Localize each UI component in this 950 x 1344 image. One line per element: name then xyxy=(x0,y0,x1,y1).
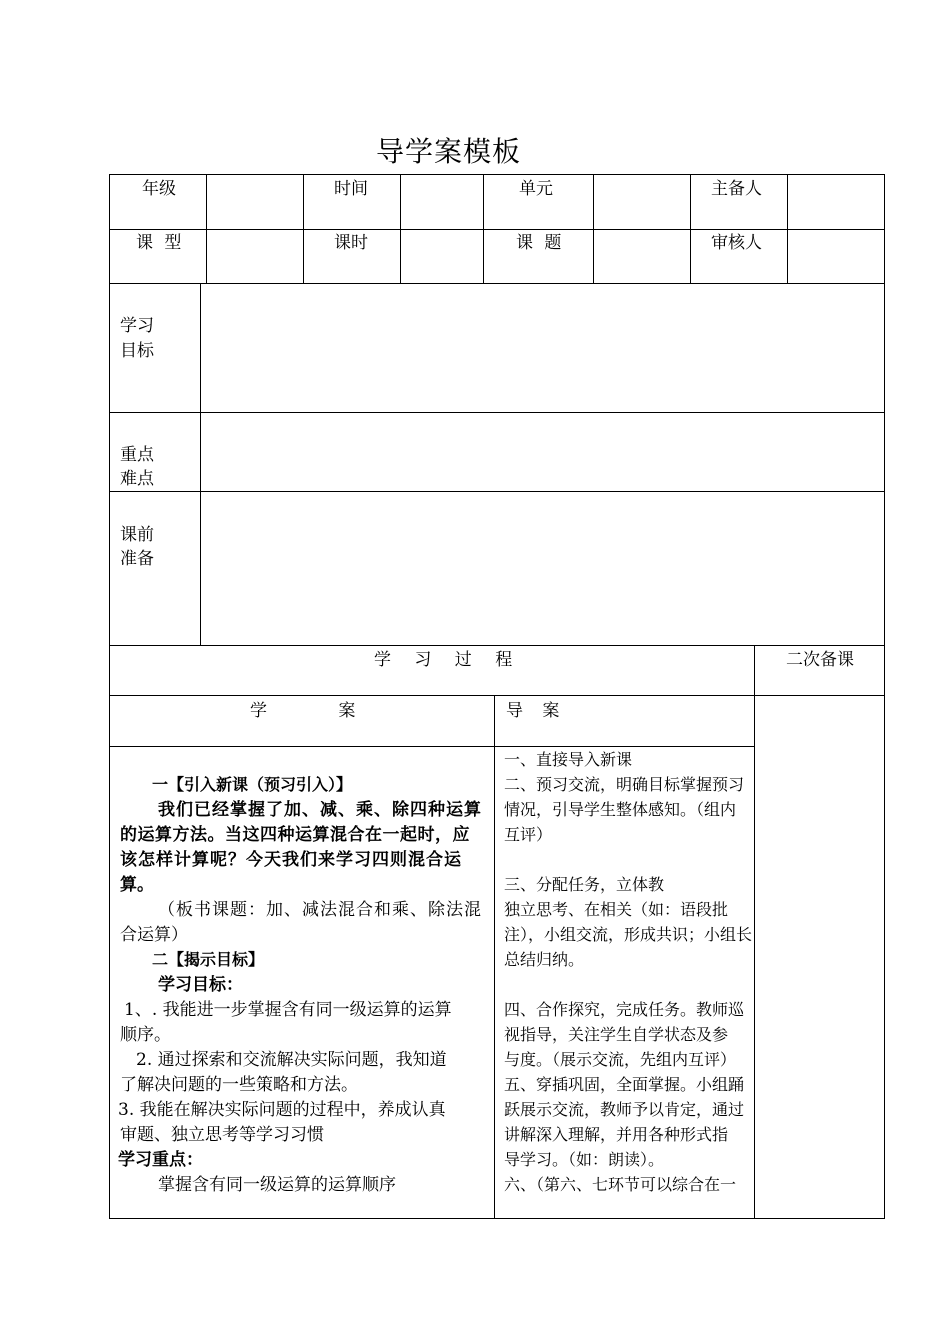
grid-line xyxy=(593,174,594,284)
dao-line: 互评） xyxy=(504,825,553,844)
section-heading-intro: 一【引入新课（预习引入）】 xyxy=(152,775,353,794)
dao-line: 导学习。（如：朗读）。 xyxy=(504,1150,665,1169)
reviewer-label: 审核人 xyxy=(711,233,762,253)
intro-line-4: 算。 xyxy=(120,875,154,895)
grid-line xyxy=(109,1218,885,1219)
dao-line: 与度。（展示交流，先组内互评） xyxy=(504,1050,737,1069)
dao-line: 讲解深入理解，并用各种形式指 xyxy=(504,1125,729,1144)
goal-line-1: 1、. 我能进一步掌握含有同一级运算的运算 xyxy=(124,1000,452,1020)
dao-line: 跃展示交流，教师予以肯定，通过 xyxy=(504,1100,745,1119)
goal-line-5: 3. 我能在解决实际问题的过程中，养成认真 xyxy=(118,1100,446,1120)
learning-goals-label-2: 目标 xyxy=(120,341,154,361)
key-points-label-2: 难点 xyxy=(120,469,154,489)
page-title: 导学案模板 xyxy=(376,135,522,168)
grid-line xyxy=(109,174,110,1219)
goal-line-4: 了解决问题的一些策略和方法。 xyxy=(120,1075,358,1095)
grid-line xyxy=(109,229,885,230)
dao-line: 注），小组交流，形成共识；小组长 xyxy=(504,925,753,944)
second-prep-label: 二次备课 xyxy=(786,650,854,670)
grid-line xyxy=(303,174,304,284)
goal-line-2: 顺序。 xyxy=(120,1025,171,1045)
grid-line xyxy=(400,174,401,284)
grid-line xyxy=(109,491,885,492)
process-title: 学 习 过 程 xyxy=(374,650,513,670)
preparation-label-1: 课前 xyxy=(120,525,154,545)
dao-line: 三、分配任务，立体教 xyxy=(504,875,665,894)
key-points-label-1: 重点 xyxy=(120,445,154,465)
dao-line: 一、直接导入新课 xyxy=(504,750,633,769)
preparation-label-2: 准备 xyxy=(120,549,154,569)
learning-goals-label-1: 学习 xyxy=(120,316,154,336)
dao-line: 五、穿插巩固，全面掌握。小组踊 xyxy=(504,1075,745,1094)
goal-line-3: 2. 通过探索和交流解决实际问题，我知道 xyxy=(136,1050,447,1070)
preparer-label: 主备人 xyxy=(711,179,762,199)
grade-label: 年级 xyxy=(142,179,176,199)
goals-title: 学习目标： xyxy=(158,975,243,995)
grid-line xyxy=(884,174,885,1219)
dao-line: 视指导，关注学生自学状态及参 xyxy=(504,1025,729,1044)
grid-line xyxy=(109,283,885,284)
dao-line: 四、合作探究，完成任务。教师巡 xyxy=(504,1000,745,1019)
grid-line xyxy=(109,174,885,175)
key-title: 学习重点： xyxy=(118,1150,203,1170)
dao-line: 独立思考、在相关（如：语段批 xyxy=(504,900,729,919)
grid-line xyxy=(494,695,495,1219)
key-line: 掌握含有同一级运算的运算顺序 xyxy=(158,1175,396,1195)
dao-line: 二、预习交流，明确目标掌握预习 xyxy=(504,775,745,794)
intro-line-3: 该怎样计算呢？今天我们来学习四则混合运 xyxy=(120,850,462,870)
grid-line xyxy=(109,746,755,747)
intro-line-1: 我们已经掌握了加、减、乘、除四种运算 xyxy=(158,800,482,820)
goal-line-6: 审题、独立思考等学习习惯 xyxy=(120,1125,324,1145)
lesson-hours-label: 课时 xyxy=(334,233,368,253)
grid-line xyxy=(109,645,885,646)
dao-line: 六、（第六、七环节可以综合在一 xyxy=(504,1175,737,1194)
intro-line-2: 的运算方法。当这四种运算混合在一起时，应 xyxy=(120,825,470,845)
lesson-type-label: 课 型 xyxy=(136,233,182,253)
grid-line xyxy=(109,695,885,696)
grid-line xyxy=(206,174,207,284)
grid-line xyxy=(787,174,788,284)
grid-line xyxy=(483,174,484,284)
dao-line: 情况，引导学生整体感知。（组内 xyxy=(504,800,737,819)
board-line-1: （板书课题：加、减法混合和乘、除法混 xyxy=(158,900,482,920)
grid-line xyxy=(200,283,201,646)
grid-line xyxy=(109,412,885,413)
section-heading-goals: 二【揭示目标】 xyxy=(152,950,265,969)
grid-line xyxy=(754,645,755,1219)
time-label: 时间 xyxy=(334,179,368,199)
unit-label: 单元 xyxy=(519,179,553,199)
board-line-2: 合运算） xyxy=(120,925,188,945)
dao-line: 总结归纳。 xyxy=(504,950,585,969)
xue-an-header: 学 案 xyxy=(250,701,356,721)
lesson-topic-label: 课 题 xyxy=(516,233,562,253)
grid-line xyxy=(690,174,691,284)
dao-an-header: 导 案 xyxy=(506,701,560,721)
